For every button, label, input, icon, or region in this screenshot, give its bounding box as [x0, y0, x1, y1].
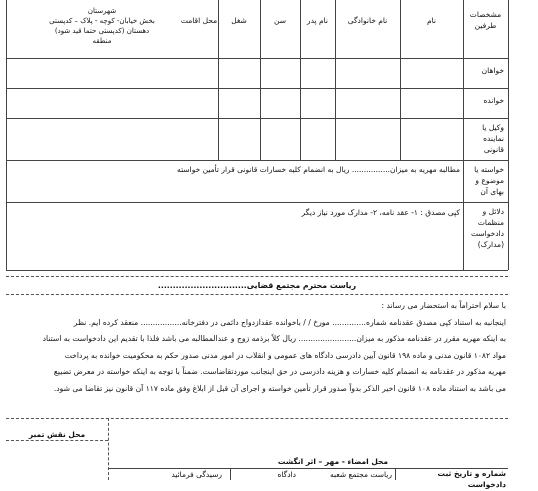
- row-line-header: [6, 58, 508, 59]
- evidence-label: دلائل و منظمات دادخواست (مدارک): [470, 207, 504, 249]
- court: دادگاه: [277, 470, 296, 479]
- addressee: ریاست محترم مجتمع قضایی..............................: [157, 281, 357, 290]
- footer-divider-2: [230, 468, 231, 480]
- evidence-text: کپی مصدق : ۱- عقد نامه، ۲- مدارک مورد نیاز دیگر: [301, 208, 460, 217]
- row-line-plaintiff: [6, 88, 508, 89]
- header-job: شغل: [231, 16, 247, 25]
- registration-number-date: شماره و تاریخ ثبت دادخواست: [437, 469, 506, 489]
- court-branch: ریاست مجتمع شعبه: [329, 470, 392, 479]
- table-border-left: [6, 0, 7, 270]
- header-father-name: نام پدر: [306, 16, 329, 25]
- addressee-line-bottom: [6, 294, 508, 295]
- paragraph-3: مواد ۱۰۸۲ قانون مدنی و ماده ۱۹۸ قانون آیین دادرسی دادگاه های عمومی و انقلاب در امور مدنی صدور حکم به محکومیت خوانده به پرداخت: [64, 350, 506, 360]
- paragraph-1: اینجانبه به استناد کپی مصدق عقدنامه شماره.............. مورخ / / باخوانده عقدازدواج دائمی در دفترخانه................. منعقد کرده ایم. نظر: [73, 317, 506, 327]
- table-border-right: [508, 0, 509, 270]
- paragraph-5: می باشد به استناد ماده ۱۰۸ قانون اخیر الذکر بدواً صدور قرار تأمین خواسته و اجرای آن قبل از ابلاغ وفق ماده ۱۱۷ آن قانون نیز تقاضا می شود.: [53, 383, 506, 393]
- claim-text: مطالبه مهریه به میزان................ ریال به انضمام کلیه خسارات قانونی قرار تأمین خواسته: [177, 165, 460, 174]
- claim-label: خواسته یا موضوع و بهای آن: [474, 165, 504, 196]
- footer-line-top: [6, 418, 508, 419]
- row-label-plaintiff: خواهان: [481, 66, 504, 75]
- header-name: نام: [426, 16, 437, 25]
- row-label-lawyer: وکیل یا نماینده قانونی: [482, 123, 504, 154]
- header-family-name: نام خانوادگی: [347, 16, 388, 25]
- row-label-defendant: خوانده: [483, 96, 504, 105]
- footer-stamp-divider: [108, 418, 109, 480]
- greeting: با سلام احتراماً به استحضار می رساند :: [381, 301, 506, 310]
- header-residence: محل اقامت: [180, 16, 218, 25]
- row-line-claim: [6, 202, 508, 203]
- footer-divider-1: [395, 468, 396, 480]
- row-line-evidence: [6, 270, 508, 271]
- signature-place: محل امضاء - مهر – اثر انگشت: [277, 457, 389, 466]
- header-age: سن: [274, 16, 286, 25]
- addressee-line-top: [6, 276, 508, 277]
- stamp-place: محل نقش تمبر: [28, 430, 86, 439]
- please-proceed: رسیدگی فرمائید: [171, 470, 222, 479]
- petition-body: [14, 298, 506, 397]
- header-parties: مشخصات طرفین: [469, 10, 502, 30]
- header-address: شهرستان بخش خیابان- کوچه - پلاک – کدپستی دهستان (کدپستی حتما قید شود) منطقه: [49, 7, 155, 46]
- row-line-defendant: [6, 118, 508, 119]
- paragraph-4: مهریه مذکور در عقدنامه به انضمام کلیه خسارات و هزینه دادرسی در حق اینجانب موردتقاضاست. ضمناً با توجه به اینکه خواسته در معرض تضییع: [53, 367, 506, 376]
- row-line-lawyer: [6, 160, 508, 161]
- paragraph-2: به اینکه مهریه مقرر در عقدنامه مذکور به میزان........................ ریال کلاً برذمه زوج و عندالمطالبه می باشد فلذا با تقدیم این دادخواست به استناد: [42, 334, 506, 343]
